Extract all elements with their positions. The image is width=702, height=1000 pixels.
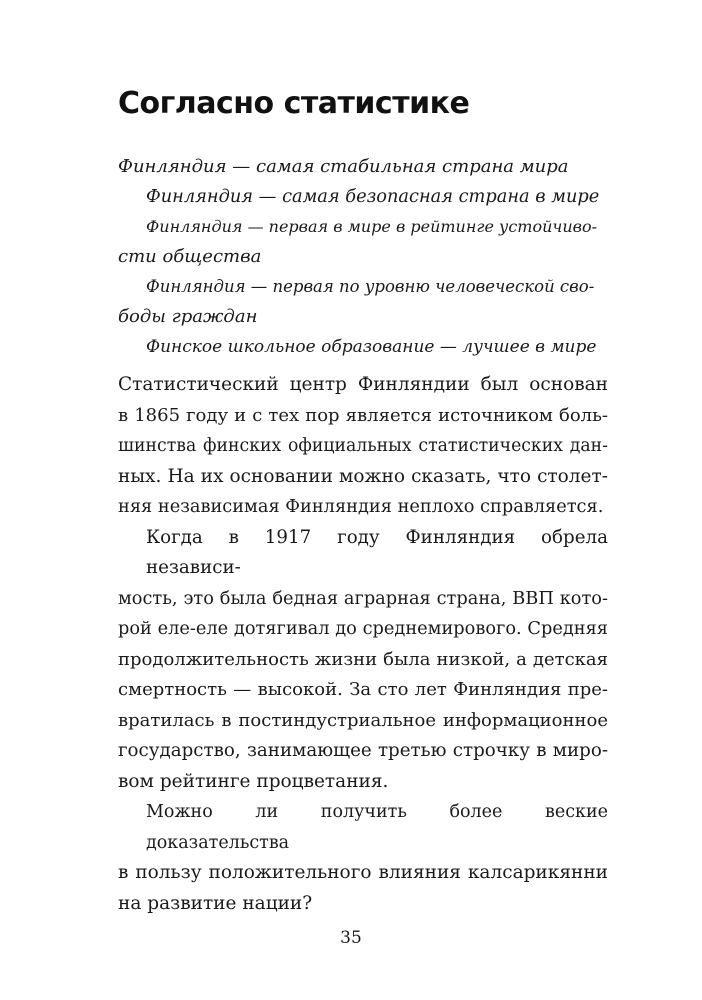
text-line: няя независимая Финляндия неплохо справляется. xyxy=(118,497,604,517)
text-line: Статистический центр Финляндии был основан xyxy=(118,374,608,395)
epigraph-line: Финское школьное образование — лучшее в мире xyxy=(146,337,597,357)
epigraph-line: Финляндия — самая стабильная страна мира xyxy=(118,156,569,177)
text-line: государство, занимающее третью строчку в миро- xyxy=(118,740,608,761)
text-line: смертность — высокой. За сто лет Финляндия пре- xyxy=(118,679,608,700)
text-line: Когда в 1917 году Финляндия обрела независи- xyxy=(146,526,608,578)
epigraph-line: Финляндия — первая в мире в рейтинге устойчиво- xyxy=(146,217,597,236)
paragraph-3 xyxy=(118,797,608,919)
page-title: Согласно статистике xyxy=(118,86,470,121)
text-line: рой еле-еле дотягивал до среднемирового. Средняя xyxy=(118,619,608,639)
text-line: мость, это была бедная аграрная страна, ВВП кото- xyxy=(118,588,608,609)
epigraph-line: Финляндия — первая по уровню человеческой сво- xyxy=(146,277,595,296)
epigraph-line: боды граждан xyxy=(118,306,258,327)
text-line: в пользу положительного влияния калсарикянни xyxy=(118,862,608,883)
text-line: шинства финских официальных статистических дан- xyxy=(118,436,608,456)
text-line: вратилась в постиндустриальное информационное xyxy=(118,709,608,731)
epigraph-line: Финляндия — самая безопасная страна в мире xyxy=(146,187,600,207)
text-line: ных. На их основании можно сказать, что столет- xyxy=(118,465,608,487)
paragraph-2 xyxy=(118,523,608,798)
epigraph-line: сти общества xyxy=(118,246,262,267)
paragraph-1 xyxy=(118,370,608,523)
text-line: Можно ли получить более веские доказательства xyxy=(146,802,608,853)
text-line: в 1865 году и с тех пор является источником боль- xyxy=(118,404,608,426)
page-number: 35 xyxy=(340,928,362,948)
text-line: продолжительность жизни была низкой, а детская xyxy=(118,648,608,670)
text-line: на развитие нации? xyxy=(118,892,313,914)
text-line: вом рейтинге процветания. xyxy=(118,770,389,792)
epigraph xyxy=(118,152,598,362)
body-text xyxy=(118,370,608,919)
